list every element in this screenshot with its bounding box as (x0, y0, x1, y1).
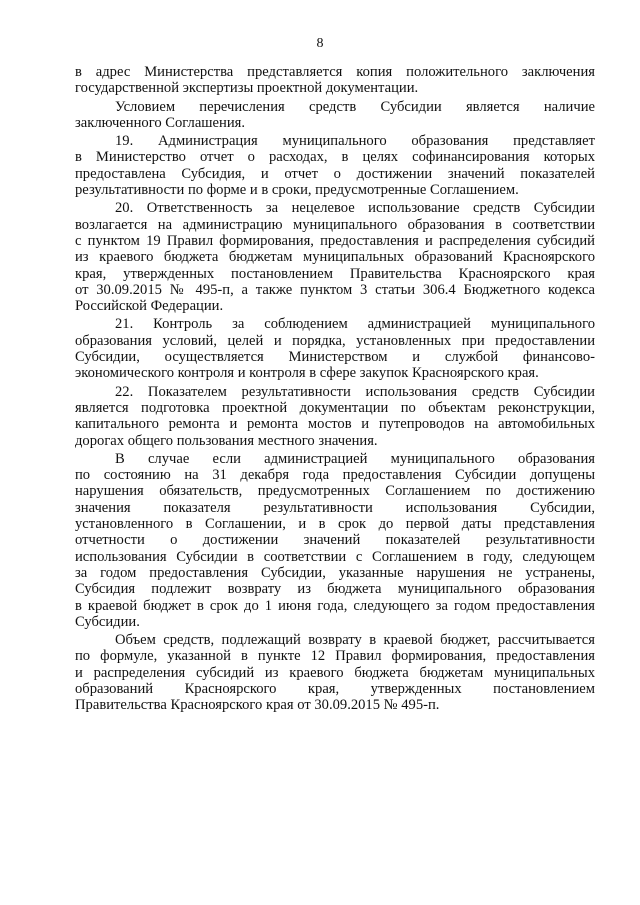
text-line: Правительства Красноярского края от 30.09.2015 № 495-п. (75, 697, 440, 714)
text-line: по состоянию на 31 декабря года предоставления Субсидии допущены (75, 467, 595, 484)
paragraph-p4 (75, 200, 595, 314)
text-line: 21. Контроль за соблюдением администрацией муниципального (115, 316, 595, 333)
text-line: предоставлена Субсидия, и отчет о достижении значений показателей (75, 165, 595, 182)
text-line: экономического контроля и контроля в сфере закупок Красноярского края. (75, 365, 539, 382)
text-line: государственной экспертизы проектной документации. (75, 80, 419, 97)
text-line: Условием перечисления средств Субсидии является наличие (115, 98, 595, 115)
text-line: и распределения субсидий из краевого бюджета бюджетам муниципальных (75, 664, 595, 681)
text-line: от 30.09.2015 № 495-п, а также пунктом 3 статьи 306.4 Бюджетного кодекса (75, 281, 595, 298)
text-line: 19. Администрация муниципального образования представляет (115, 133, 595, 150)
text-line: Субсидии, осуществляется Министерством и службой финансово- (75, 349, 595, 366)
text-line: капитального ремонта и ремонта мостов и путепроводов на автомобильных (75, 416, 595, 433)
paragraph-p3 (75, 133, 595, 198)
text-line: образования условий, целей и порядка, установленных при предоставлении (75, 332, 595, 349)
text-line: с пунктом 19 Правил формирования, предоставления и распределения субсидий (75, 232, 595, 249)
text-line: за годом предоставления Субсидии, указанные нарушения не устранены, (75, 564, 595, 581)
text-line: из краевого бюджета бюджетам муниципальных образований Красноярского (75, 249, 595, 266)
paragraph-p5 (75, 316, 595, 381)
text-line: В случае если администрацией муниципального образования (115, 450, 595, 467)
text-line: по формуле, указанной в пункте 12 Правил формирования, предоставления (75, 648, 595, 665)
text-line: использования Субсидии в соответствии с Соглашением в году, следующем (75, 548, 595, 565)
text-line: Субсидия подлежит возврату из бюджета муниципального образования (75, 581, 595, 598)
text-line: образований Красноярского края, утвержденных постановлением (75, 680, 595, 697)
text-line: в адрес Министерства представляется копия положительного заключения (75, 64, 595, 80)
text-line: заключенного Соглашения. (75, 114, 245, 131)
text-line: в Министерство отчет о расходах, в целях софинансирования которых (75, 149, 595, 166)
text-line: 20. Ответственность за нецелевое использование средств Субсидии (115, 200, 595, 217)
text-line: значения показателя результативности использования Субсидии, (75, 499, 595, 516)
page-number: 8 (316, 36, 324, 51)
paragraph-p7 (75, 451, 595, 630)
text-line: Объем средств, подлежащий возврату в краевой бюджет, рассчитывается (115, 632, 595, 649)
paragraph-p8 (75, 632, 595, 713)
text-line: результативности по форме и в сроки, предусмотренные Соглашением. (75, 182, 519, 199)
text-line: дорогах общего пользования местного значения. (75, 432, 378, 449)
text-line: края, утвержденных постановлением Правительства Красноярского края (75, 265, 595, 282)
text-line: Российской Федерации. (75, 298, 224, 315)
text-line: Субсидии. (75, 613, 140, 630)
text-line: нарушения обязательств, предусмотренных Соглашением по достижению (75, 483, 595, 500)
text-line: в краевой бюджет в срок до 1 июня года, следующего за годом предоставления (75, 597, 595, 614)
text-line: установленного в Соглашении, и в срок до первой даты представления (75, 516, 595, 533)
text-line: возлагается на администрацию муниципального образования в соответствии (75, 216, 595, 233)
text-line: является подготовка проектной документации по объектам реконструкции, (75, 399, 595, 416)
paragraph-p1 (75, 64, 595, 97)
text-line: отчетности о достижении значений показателей результативности (75, 532, 595, 549)
paragraph-p6 (75, 384, 595, 449)
document-body (75, 64, 595, 714)
text-line: 22. Показателем результативности использования средств Субсидии (115, 383, 595, 400)
paragraph-p2 (75, 99, 595, 132)
